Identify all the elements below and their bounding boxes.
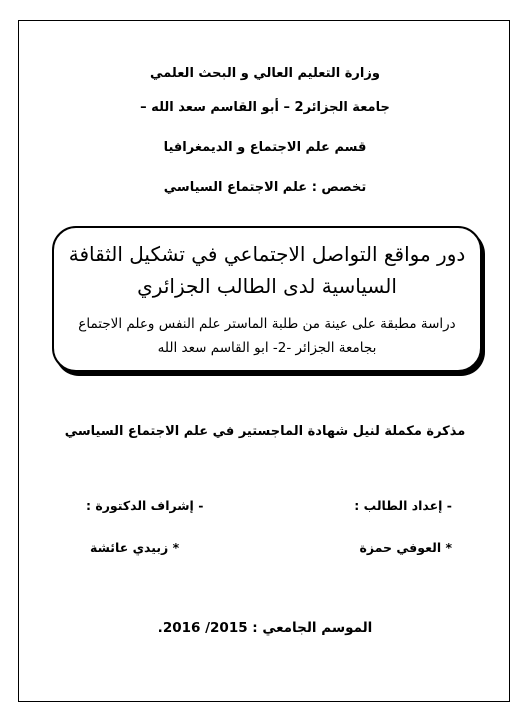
university-line: جامعة الجزائر2 – أبو القاسم سعد الله –	[140, 100, 390, 115]
student-name: * العوفي حمزة	[359, 540, 452, 555]
title-box	[52, 226, 482, 372]
ministry-line: وزارة التعليم العالي و البحث العلمي	[150, 66, 380, 81]
subtitle-line-1: دراسة مطبقة على عينة من طلبة الماستر علم النفس وعلم الاجتماع	[78, 316, 456, 332]
supervisor-label: - إشراف الدكتورة :	[86, 498, 204, 513]
specialty-line: تخصص : علم الاجتماع السياسي	[163, 180, 367, 195]
title-line-2: السياسية لدى الطالب الجزائري	[137, 274, 397, 298]
thesis-note: مذكرة مكملة لنيل شهادة الماجستير في علم الاجتماع السياسي	[64, 424, 466, 439]
academic-year: الموسم الجامعي : 2015/ 2016.	[157, 620, 373, 636]
supervisor-name: * زبيدي عائشة	[90, 540, 180, 555]
subtitle-line-2: بجامعة الجزائر -2- ابو القاسم سعد الله	[157, 340, 377, 356]
prepared-by-label: - إعداد الطالب :	[354, 498, 452, 513]
title-line-1: دور مواقع التواصل الاجتماعي في تشكيل الثقافة	[68, 242, 466, 266]
department-line: قسم علم الاجتماع و الديمغرافيا	[163, 140, 367, 155]
